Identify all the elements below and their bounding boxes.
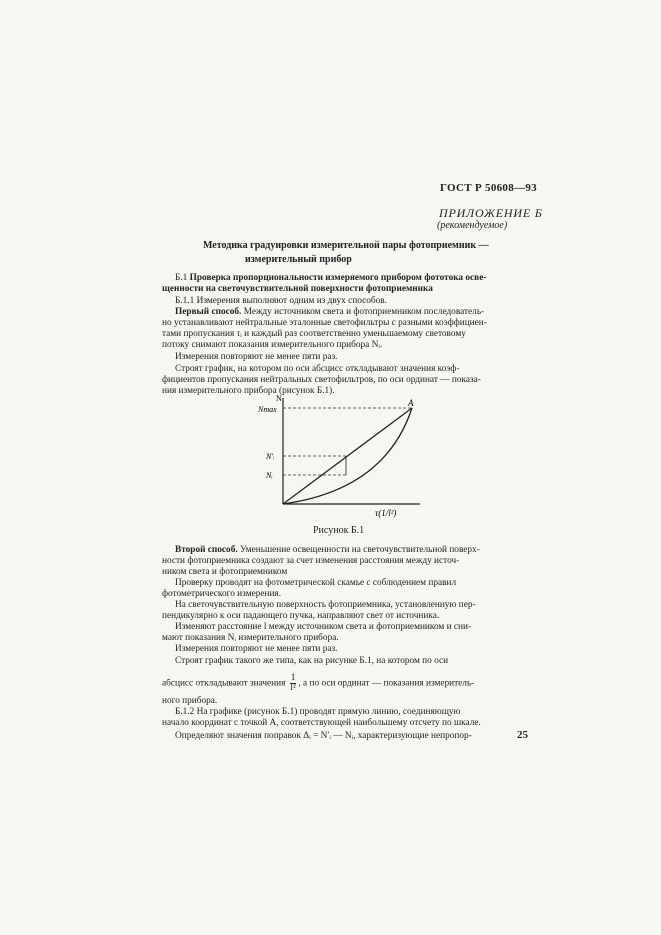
fraction-numerator: 1 bbox=[290, 673, 296, 683]
repeat-note-1: Измерения повторяют не менее пяти раз. bbox=[175, 352, 338, 362]
repeat-note-2: Измерения повторяют не менее пяти раз. bbox=[175, 644, 338, 654]
method2-line3: ником света и фотоприемником bbox=[162, 567, 288, 577]
figure-b1 bbox=[250, 392, 450, 522]
method2-heading: Второй способ. bbox=[175, 545, 238, 555]
graph2-line3: ного прибора. bbox=[162, 696, 218, 706]
distance-line1: Изменяют расстояние l между источником света и фотоприемником и сни- bbox=[175, 622, 472, 632]
method1-heading: Первый способ. bbox=[175, 307, 242, 317]
standard-code: ГОСТ Р 50608—93 bbox=[440, 182, 537, 194]
figure-caption: Рисунок Б.1 bbox=[313, 525, 365, 536]
correction-line1: Определяют значения поправок Δᵢ = N′ᵢ — Nᵢ, характеризующие непропор- bbox=[175, 731, 472, 741]
b12-line2: начало координат с точкой А, соответствующей наибольшему отсчету по шкале. bbox=[162, 718, 481, 728]
y-tick-n-prime: N′ᵢ bbox=[266, 452, 275, 461]
method2-text: Уменьшение освещенности на светочувствительной поверх- bbox=[237, 545, 480, 555]
graph2-line1: Строят график такого же типа, как на рисунке Б.1, на котором по оси bbox=[175, 656, 449, 666]
section-title-line2: измерительный прибор bbox=[245, 254, 352, 265]
method1-line3: тами пропускания τᵢ и каждый раз соответственно уменьшаемому световому bbox=[162, 329, 466, 339]
point-a-label: A bbox=[408, 398, 414, 408]
b1-heading: Проверка пропорциональности измеряемого прибором фототока осве- bbox=[189, 273, 487, 283]
reference-line bbox=[283, 408, 412, 504]
direct-line1: На светочувствительную поверхность фотоприемника, установленную пер- bbox=[175, 600, 476, 610]
graph1-line1: Строят график, на котором по оси абсцисс откладывают значения коэф- bbox=[175, 364, 460, 374]
method2-line2: ности фотоприемника создают за счет изменения расстояния между источ- bbox=[162, 556, 460, 566]
b12-line1: Б.1.2 На графике (рисунок Б.1) проводят прямую линию, соединяющую bbox=[175, 707, 461, 717]
y-tick-n: Nᵢ bbox=[266, 471, 273, 480]
y-axis-label: N bbox=[276, 394, 282, 403]
fraction-denominator: l² bbox=[290, 683, 296, 693]
section-title-line1: Методика градуировки измерительной пары фотоприемник — bbox=[203, 240, 489, 251]
paragraph-b1 bbox=[175, 273, 486, 284]
x-axis-label: τ(1/l²) bbox=[375, 508, 397, 518]
appendix-status: (рекомендуемое) bbox=[437, 220, 508, 231]
graph1-line2: фициентов пропускания нейтральных светофильтров, по оси ординат — показа- bbox=[162, 375, 481, 385]
b1-heading-cont: щенности на светочувствительной поверхности фотоприемника bbox=[162, 284, 433, 294]
distance-line2: мают показания Nᵢ измерительного прибора. bbox=[162, 633, 339, 643]
paragraph-method1 bbox=[175, 307, 484, 318]
method1-line4: потоку снимают показания измерительного прибора Nᵢ. bbox=[162, 340, 383, 350]
page-number: 25 bbox=[517, 729, 528, 741]
graph2-line2 bbox=[162, 674, 474, 693]
fraction bbox=[290, 674, 297, 693]
b1-number: Б.1 bbox=[175, 273, 188, 283]
check-line1: Проверку проводят на фотометрической скамье с соблюдением правил bbox=[175, 578, 457, 588]
appendix-title: ПРИЛОЖЕНИЕ Б bbox=[439, 206, 543, 220]
check-line2: фотометрического измерения. bbox=[162, 589, 282, 599]
y-max-label: Nmax bbox=[258, 405, 277, 414]
paragraph-method2 bbox=[175, 545, 480, 556]
graph2-line2-start: абсцисс откладывают значения bbox=[162, 678, 286, 689]
method1-line2: но устанавливают нейтральные эталонные светофильтры с разными коэффициен- bbox=[162, 318, 487, 328]
paragraph-b11: Б.1.1 Измерения выполняют одним из двух способов. bbox=[175, 296, 387, 306]
method1-text: Между источником света и фотоприемником последователь- bbox=[241, 307, 485, 317]
graph2-line2-end: , а по оси ординат — показания измеритель- bbox=[298, 678, 475, 689]
direct-line2: пендикулярно к оси падающего пучка, направляют свет от источника. bbox=[162, 611, 440, 621]
graph1-line3: ния измерительного прибора (рисунок Б.1). bbox=[162, 386, 335, 396]
